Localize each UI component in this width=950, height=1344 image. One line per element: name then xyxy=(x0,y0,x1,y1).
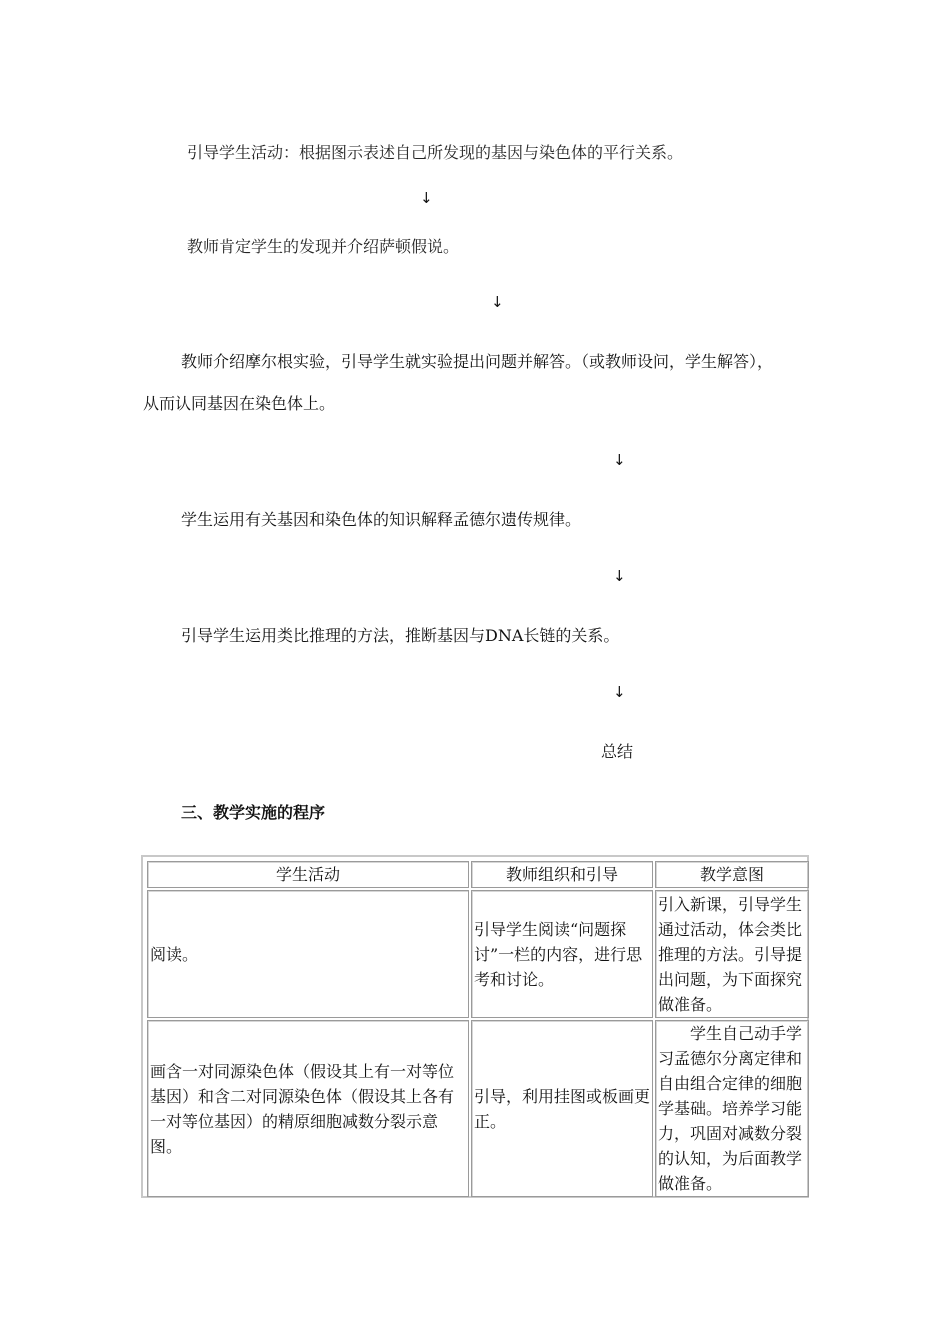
down-arrow-icon: ↓ xyxy=(420,189,433,207)
header-teacher-guidance: 教师组织和引导 xyxy=(471,861,653,888)
table-header-row xyxy=(147,861,809,888)
header-student-activity: 学生活动 xyxy=(147,861,469,888)
section-heading: 三、教学实施的程序 xyxy=(181,803,326,822)
cell-intent: 引入新课，引导学生通过活动，体会类比推理的方法。引导提出问题，为下面探究做准备。 xyxy=(655,890,809,1018)
header-teaching-intent: 教学意图 xyxy=(655,861,809,888)
down-arrow-icon: ↓ xyxy=(613,567,626,585)
down-arrow-icon: ↓ xyxy=(491,293,504,311)
flow-step-3-line-1: 教师介绍摩尔根实验，引导学生就实验提出问题并解答。（或教师设问，学生解答）， xyxy=(181,352,774,371)
down-arrow-icon: ↓ xyxy=(613,683,626,701)
table-row xyxy=(147,890,809,1018)
down-arrow-icon: ↓ xyxy=(613,451,626,469)
cell-guidance: 引导学生阅读“问题探讨”一栏的内容，进行思考和讨论。 xyxy=(471,890,653,1018)
cell-intent: 学生自己动手学习孟德尔分离定律和自由组合定律的细胞学基础。培养学习能力，巩固对减数分裂的认知，为后面教学做准备。 xyxy=(655,1020,809,1197)
flow-step-4: 学生运用有关基因和染色体的知识解释孟德尔遗传规律。 xyxy=(181,510,582,529)
procedure-table xyxy=(141,855,809,1198)
flow-step-3-line-2: 从而认同基因在染色体上。 xyxy=(143,394,336,413)
flow-step-1: 引导学生活动：根据图示表述自己所发现的基因与染色体的平行关系。 xyxy=(187,143,684,162)
cell-activity: 画含一对同源染色体（假设其上有一对等位基因）和含二对同源染色体（假设其上各有一对等位基因）的精原细胞减数分裂示意图。 xyxy=(147,1020,469,1197)
table-row xyxy=(147,1020,809,1197)
flow-step-5: 引导学生运用类比推理的方法，推断基因与DNA长链的关系。 xyxy=(181,626,620,645)
cell-guidance: 引导，利用挂图或板画更正。 xyxy=(471,1020,653,1197)
flow-step-summary: 总结 xyxy=(601,742,634,761)
cell-activity: 阅读。 xyxy=(147,890,469,1018)
flow-step-2: 教师肯定学生的发现并介绍萨顿假说。 xyxy=(187,237,460,256)
